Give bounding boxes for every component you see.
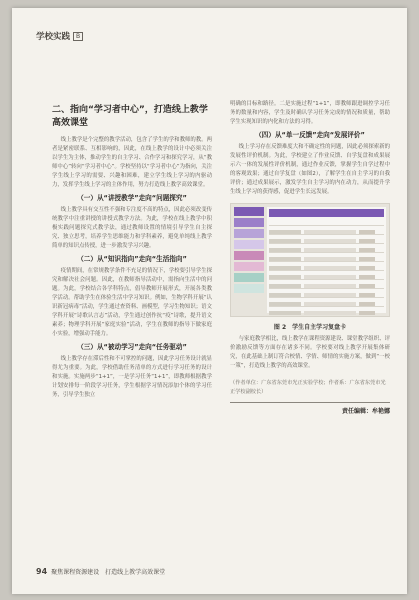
intro-paragraph: 线上教学是个完整的教学活动，包含了学生的学和教师的教。两者是紧密联系、互相影响的，因此，在线上教学的设计中必须关注以学生为主体，推动学生的自主学习、合作学习和探究学习，从“教师中心”转向“学习者中心”。学校坚持以“学习者中心”为指向，关注学生线上学习的需要、兴趣和困难，建立学生线上学习的内驱动力，发挥学生线上学习的主体作用，努力打造线上教学高效课堂。 — [52, 137, 212, 188]
subheading-2: （二）从“知识指向”走向“生活指向” — [77, 255, 187, 263]
figure-sidebar — [234, 207, 264, 313]
review-card-image — [230, 203, 390, 317]
column-title: 学校实践 — [36, 32, 71, 42]
footer-text: 聚焦课程资源建设 打造线上教学高效课堂 — [51, 569, 166, 576]
section-title: 二、指向“学习者中心”，打造线上教学高效课堂 — [52, 105, 208, 128]
subheading-3: （三）从“被动学习”走向“任务驱动” — [77, 343, 187, 351]
paragraph-1: 线上教学具有交互性不强和专注度不高的特点，因此必须改变传统教学中注重讲授的讲授式教学方法。为此，学校在线上教学中积极实践问题探究式教学法，通过教师设置的情境引导学生自主探究、独立思考，培养学生思维能力和学科素养，避免单纯线上教学简单的知识点传授，进一步激发学习兴趣。 — [52, 207, 212, 249]
paragraph-continued: 明确的目标和路径。二是实施过程“1+1”，即教师跟进调控学习任务的数量和内容，学生及时确认学习任务完成的情况和质量，帮助学生实现知识的内化和方法的习得。 — [230, 101, 390, 125]
subheading-1: （一）从“讲授教学”走向“问题探究” — [77, 194, 187, 202]
figure-table — [267, 207, 386, 313]
paragraph-4: 线上学习存在反馈难度大和不确定性的问题，因此必须探索新的发展性评价机制。为此，学校建立了作业反馈、自学复盘和成果展示六一体的发展性评价机制，通过作业反馈，掌握学生自学过程中的客观效果；通过自学复盘（如图2），了解学生在自主学习的自我评价；通过成果展示，激发学生自主学习的内在动力，从而提升学生线上学习的获得感，促进学生长远发展。 — [230, 144, 390, 195]
figure-caption: 图 2 学生自主学习复盘卡 — [273, 324, 347, 331]
paragraph-3: 线上教学存在滞后性和不可掌控的问题，因此学习任务设计就显得尤为重要。为此，学校借助任务清单的方式进行学习任务的设计和实施。实施两步“1+1”，一是学习任务“1+1”，即教师根据教学计划安排每一阶段学习任务，学生根据学习情况添加个体的学习任务，引导学生独立 — [52, 356, 212, 398]
left-column — [52, 104, 212, 400]
column-tag: B — [73, 32, 83, 41]
paragraph-5: 与家庭教学相比，线上教学在课程资源建设、课堂教学组织、评价激励反馈等方面存在诸多不同。学校要对线上教学开展集体研究，在此基础上制订符合校情、学情、师情的实施方案，做到“一校一策”，打造线上教学的高效课堂。 — [230, 336, 390, 369]
subheading-4: （四）从“单一反馈”走向“发展评价” — [255, 131, 365, 139]
column-header — [36, 30, 83, 42]
page-number: 94 — [36, 567, 48, 576]
magazine-page — [12, 8, 407, 594]
paragraph-2: 疫情期间，在常规教学条件不充足的情况下，学校要引导学生探究和解决社会问题。因此，在教师指导活动中，需指向生活中的问题。为此，学校结合各学科特点，倡导教师开展形式，开展各类教学活动。帮助学生在体验生活中学习知识。例如，生物学科开展“认识新冠病毒”活动，学生通过查资料、画模型，学习生物知识；语文学科开展“诗歌认言志”活动，学生通过创作抗“疫”诗歌，提升语文素养；物理学科开展“家庭实验”活动，学生在教师的指导下做家庭小实验，增强动手能力。 — [52, 268, 212, 337]
page-footer — [36, 567, 165, 576]
responsible-editor: 责任编辑：牟艳娜 — [230, 402, 390, 415]
author-note: （作者单位：广东省东莞市光正实验学校；作者系：广东省东莞市光正学校副校长） — [230, 380, 386, 395]
right-column — [230, 100, 390, 415]
